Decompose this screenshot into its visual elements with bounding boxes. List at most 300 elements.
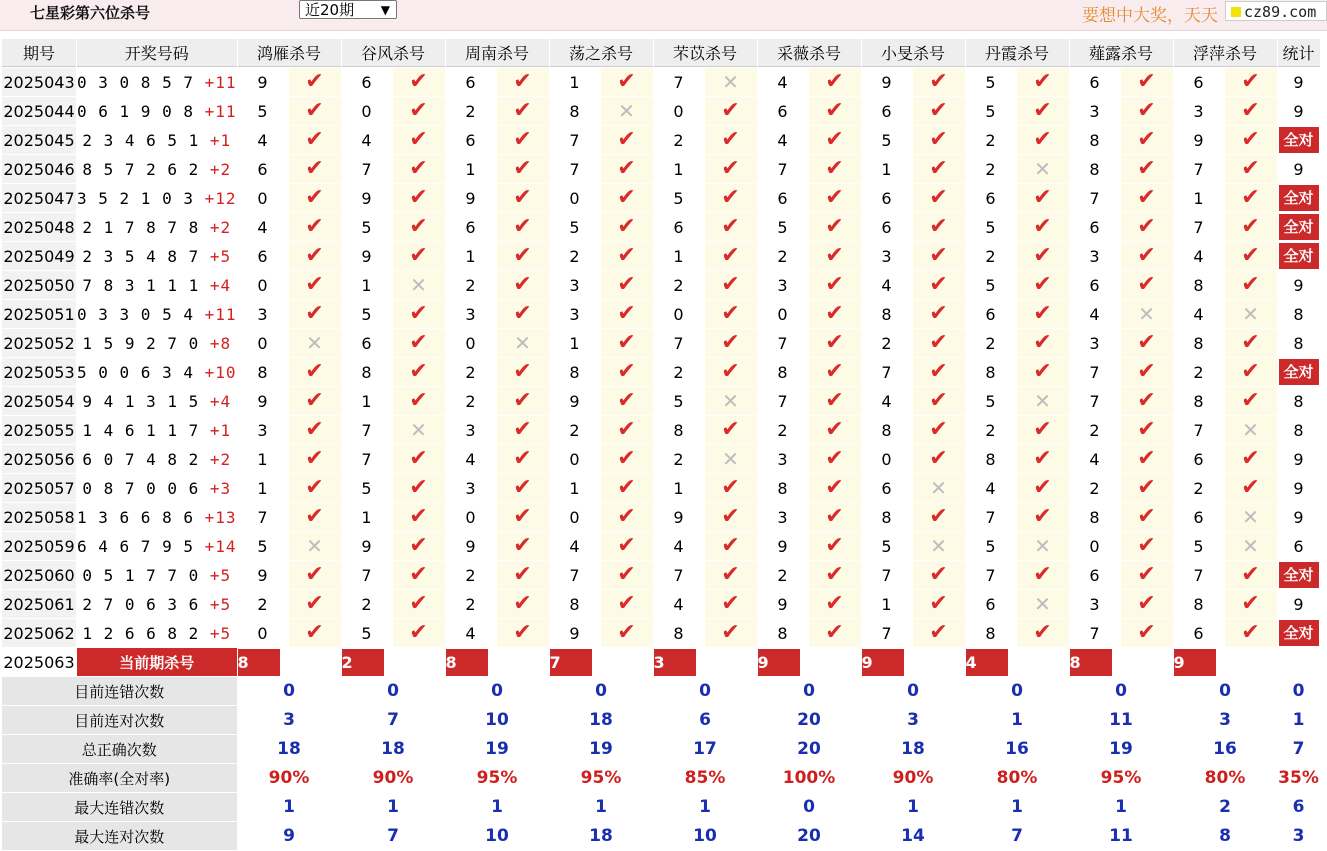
kill-number-cell: 7 — [1070, 387, 1120, 415]
draw-cell — [77, 97, 237, 125]
kill-number-cell: 6 — [446, 126, 496, 154]
table-row — [2, 445, 1320, 473]
result-cell — [1225, 126, 1277, 154]
check-icon: ✔ — [409, 127, 428, 152]
result-cell — [393, 155, 445, 183]
kill-number-cell: 2 — [550, 416, 600, 444]
check-icon: ✔ — [1241, 127, 1260, 152]
check-icon: ✔ — [825, 359, 844, 384]
kill-number-cell: 3 — [238, 300, 288, 328]
result-cell — [809, 184, 861, 212]
period-cell: 2025053 — [2, 358, 76, 386]
kill-number-cell: 7 — [342, 155, 392, 183]
table-row — [2, 300, 1320, 328]
kill-number-cell: 8 — [550, 590, 600, 618]
check-icon: ✔ — [1137, 185, 1156, 210]
result-cell — [809, 155, 861, 183]
check-icon: ✔ — [721, 330, 740, 355]
draw-extra: +5 — [209, 246, 232, 266]
summary-stat: 35% — [1278, 764, 1320, 792]
current-kill-number: 7 — [550, 649, 592, 676]
summary-value: 3 — [238, 706, 341, 734]
result-cell — [497, 213, 549, 241]
check-icon: ✔ — [929, 330, 948, 355]
kill-number-cell: 8 — [758, 619, 808, 647]
result-cell — [1017, 155, 1069, 183]
result-cell — [393, 271, 445, 299]
result-cell — [913, 503, 965, 531]
check-icon: ✔ — [513, 446, 532, 471]
summary-value: 80% — [966, 764, 1069, 792]
kill-number-cell: 1 — [654, 474, 704, 502]
result-cell — [809, 126, 861, 154]
check-icon: ✔ — [1033, 330, 1052, 355]
draw-numbers: 1 2 6 6 8 2 — [82, 623, 200, 643]
result-cell — [1225, 271, 1277, 299]
check-icon: ✔ — [929, 417, 948, 442]
check-icon: ✔ — [409, 591, 428, 616]
check-icon: ✔ — [1033, 504, 1052, 529]
result-cell — [1017, 329, 1069, 357]
all-correct-badge: 全对 — [1279, 359, 1319, 385]
kill-number-cell: 3 — [758, 445, 808, 473]
kill-number-cell: 2 — [446, 97, 496, 125]
kill-number-cell: 3 — [446, 474, 496, 502]
summary-value: 95% — [446, 764, 549, 792]
kill-number-cell: 8 — [1070, 126, 1120, 154]
result-cell — [497, 503, 549, 531]
kill-number-cell: 7 — [758, 329, 808, 357]
kill-number-cell: 2 — [446, 561, 496, 589]
kill-number-cell: 7 — [1174, 416, 1224, 444]
draw-extra: +11 — [204, 72, 237, 92]
summary-value: 20 — [758, 706, 861, 734]
result-cell — [1121, 590, 1173, 618]
kill-number-cell: 9 — [1174, 126, 1224, 154]
kill-number-cell: 9 — [550, 387, 600, 415]
result-cell — [1121, 213, 1173, 241]
kill-number-cell: 2 — [758, 561, 808, 589]
stat-cell — [1278, 213, 1320, 241]
kill-number-cell: 9 — [342, 184, 392, 212]
kill-number-cell: 7 — [654, 329, 704, 357]
check-icon: ✔ — [721, 243, 740, 268]
check-icon: ✔ — [721, 504, 740, 529]
summary-value: 17 — [654, 735, 757, 763]
kill-number-cell: 5 — [342, 474, 392, 502]
stat-value: 9 — [1293, 159, 1304, 179]
check-icon: ✔ — [1033, 301, 1052, 326]
check-icon: ✔ — [617, 69, 636, 94]
result-cell — [497, 126, 549, 154]
table-row — [2, 416, 1320, 444]
check-icon: ✔ — [513, 359, 532, 384]
header-expert: 荡之杀号 — [550, 39, 653, 67]
summary-value: 2 — [1174, 793, 1277, 821]
draw-extra: +14 — [204, 536, 237, 556]
table-row — [2, 358, 1320, 386]
header-expert: 浮萍杀号 — [1174, 39, 1277, 67]
summary-value: 18 — [550, 822, 653, 850]
kill-number-cell: 6 — [966, 184, 1016, 212]
result-cell — [1017, 271, 1069, 299]
draw-extra: +2 — [209, 217, 232, 237]
result-cell — [1121, 155, 1173, 183]
result-cell — [393, 619, 445, 647]
draw-extra: +1 — [209, 130, 232, 150]
result-cell — [497, 445, 549, 473]
check-icon: ✔ — [1137, 98, 1156, 123]
result-cell — [1225, 329, 1277, 357]
kill-number-cell: 6 — [342, 329, 392, 357]
result-cell — [913, 300, 965, 328]
period-range-select[interactable] — [299, 0, 397, 19]
kill-number-cell: 9 — [446, 184, 496, 212]
kill-number-cell: 8 — [758, 474, 808, 502]
kill-number-cell: 8 — [966, 619, 1016, 647]
check-icon: ✔ — [1033, 98, 1052, 123]
result-cell — [1017, 619, 1069, 647]
check-icon: ✔ — [1033, 127, 1052, 152]
result-cell — [913, 445, 965, 473]
promo-text[interactable]: 要想中大奖，天天 — [1082, 6, 1218, 26]
result-cell — [289, 213, 341, 241]
check-icon: ✔ — [305, 620, 324, 645]
kill-number-cell: 5 — [966, 532, 1016, 560]
current-kill-cell — [342, 648, 445, 676]
result-cell — [601, 561, 653, 589]
all-correct-badge: 全对 — [1279, 562, 1319, 588]
kill-number-cell: 6 — [862, 184, 912, 212]
kill-number-cell: 5 — [550, 213, 600, 241]
stat-cell — [1278, 358, 1320, 386]
summary-value: 100% — [758, 764, 861, 792]
kill-number-cell: 4 — [1174, 242, 1224, 270]
kill-number-cell: 3 — [446, 300, 496, 328]
result-cell — [913, 329, 965, 357]
kill-number-cell: 4 — [654, 532, 704, 560]
summary-row — [2, 706, 1320, 734]
result-cell — [289, 300, 341, 328]
check-icon: ✔ — [825, 301, 844, 326]
result-cell — [1017, 242, 1069, 270]
kill-number-cell: 6 — [1174, 68, 1224, 96]
summary-value: 0 — [550, 677, 653, 705]
result-cell — [289, 358, 341, 386]
kill-number-cell: 8 — [1174, 387, 1224, 415]
draw-numbers: 6 4 6 7 9 5 — [77, 536, 194, 556]
draw-cell — [77, 184, 237, 212]
draw-extra: +5 — [209, 623, 232, 643]
header-expert: 小旻杀号 — [862, 39, 965, 67]
table-row — [2, 126, 1320, 154]
check-icon: ✔ — [825, 533, 844, 558]
check-icon: ✔ — [825, 98, 844, 123]
result-cell — [393, 184, 445, 212]
draw-numbers: 0 8 7 0 0 6 — [82, 478, 200, 498]
result-cell — [601, 474, 653, 502]
kill-number-cell: 6 — [1070, 561, 1120, 589]
result-cell — [601, 68, 653, 96]
kill-number-cell: 5 — [654, 387, 704, 415]
period-cell: 2025060 — [2, 561, 76, 589]
kill-number-cell: 8 — [966, 358, 1016, 386]
result-cell — [601, 445, 653, 473]
check-icon: ✔ — [721, 359, 740, 384]
header-expert: 鸿雁杀号 — [238, 39, 341, 67]
result-cell — [705, 300, 757, 328]
kill-number-cell: 6 — [1070, 68, 1120, 96]
result-cell — [809, 561, 861, 589]
stat-cell — [1278, 271, 1320, 299]
result-cell — [393, 126, 445, 154]
check-icon: ✔ — [513, 301, 532, 326]
result-cell — [497, 561, 549, 589]
kill-number-cell: 2 — [654, 126, 704, 154]
period-cell: 2025057 — [2, 474, 76, 502]
check-icon: ✔ — [929, 359, 948, 384]
summary-value: 6 — [654, 706, 757, 734]
check-icon: ✔ — [305, 591, 324, 616]
kill-number-cell: 8 — [654, 619, 704, 647]
check-icon: ✔ — [929, 504, 948, 529]
period-cell: 2025050 — [2, 271, 76, 299]
current-kill-number: 9 — [862, 649, 904, 676]
draw-numbers: 2 3 4 6 5 1 — [82, 130, 200, 150]
draw-cell — [77, 242, 237, 270]
kill-number-cell: 2 — [446, 590, 496, 618]
kill-number-cell: 0 — [238, 619, 288, 647]
draw-numbers: 5 0 0 6 3 4 — [77, 362, 194, 382]
check-icon: ✔ — [617, 301, 636, 326]
header-expert: 芣苡杀号 — [654, 39, 757, 67]
result-cell — [601, 97, 653, 125]
kill-number-cell: 2 — [1174, 358, 1224, 386]
draw-cell — [77, 561, 237, 589]
current-kill-cell — [966, 648, 1069, 676]
check-icon: ✔ — [513, 417, 532, 442]
summary-stat: 7 — [1278, 735, 1320, 763]
kill-number-cell: 6 — [758, 97, 808, 125]
stat-value: 6 — [1293, 536, 1304, 556]
check-icon: ✔ — [1137, 591, 1156, 616]
result-cell — [1225, 68, 1277, 96]
kill-number-cell: 5 — [966, 387, 1016, 415]
check-icon: ✔ — [929, 127, 948, 152]
kill-number-cell: 9 — [758, 532, 808, 560]
draw-cell — [77, 213, 237, 241]
draw-numbers: 6 0 7 4 8 2 — [82, 449, 200, 469]
summary-value: 1 — [550, 793, 653, 821]
summary-value: 1 — [342, 793, 445, 821]
kill-number-cell: 2 — [654, 271, 704, 299]
kill-number-cell: 6 — [446, 213, 496, 241]
result-cell — [497, 184, 549, 212]
draw-cell — [77, 329, 237, 357]
draw-cell — [77, 300, 237, 328]
current-kill-number: 8 — [238, 649, 280, 676]
summary-value: 1 — [654, 793, 757, 821]
summary-value: 1 — [966, 706, 1069, 734]
site-logo[interactable]: cz89.com — [1225, 1, 1327, 21]
result-cell — [1017, 416, 1069, 444]
result-cell — [393, 242, 445, 270]
result-cell — [601, 503, 653, 531]
result-cell — [705, 561, 757, 589]
stat-cell — [1278, 300, 1320, 328]
result-cell — [913, 68, 965, 96]
summary-value: 18 — [550, 706, 653, 734]
kill-number-cell: 2 — [550, 242, 600, 270]
result-cell — [913, 155, 965, 183]
kill-number-cell: 6 — [966, 300, 1016, 328]
result-cell — [1225, 387, 1277, 415]
result-cell — [705, 213, 757, 241]
summary-value: 16 — [1174, 735, 1277, 763]
result-cell — [809, 329, 861, 357]
cross-icon: ✕ — [1034, 533, 1051, 558]
check-icon: ✔ — [409, 533, 428, 558]
summary-value: 7 — [342, 822, 445, 850]
summary-row — [2, 764, 1320, 792]
result-cell — [497, 358, 549, 386]
result-cell — [809, 68, 861, 96]
result-cell — [809, 271, 861, 299]
summary-value: 11 — [1070, 822, 1173, 850]
result-cell — [913, 561, 965, 589]
kill-number-table — [1, 38, 1321, 851]
cross-icon: ✕ — [306, 533, 323, 558]
period-cell: 2025043 — [2, 68, 76, 96]
check-icon: ✔ — [409, 446, 428, 471]
kill-number-cell: 5 — [862, 126, 912, 154]
result-cell — [497, 155, 549, 183]
kill-number-cell: 4 — [550, 532, 600, 560]
kill-number-cell: 5 — [238, 97, 288, 125]
result-cell — [497, 590, 549, 618]
check-icon: ✔ — [513, 98, 532, 123]
kill-number-cell: 9 — [342, 242, 392, 270]
summary-value: 8 — [1174, 822, 1277, 850]
stat-cell — [1278, 590, 1320, 618]
kill-number-cell: 1 — [654, 155, 704, 183]
check-icon: ✔ — [1137, 562, 1156, 587]
result-cell — [289, 532, 341, 560]
result-cell — [1121, 242, 1173, 270]
kill-number-cell: 0 — [758, 300, 808, 328]
result-cell — [289, 416, 341, 444]
kill-number-cell: 2 — [966, 126, 1016, 154]
kill-number-cell: 4 — [758, 126, 808, 154]
table-row — [2, 213, 1320, 241]
result-cell — [1121, 184, 1173, 212]
summary-row — [2, 677, 1320, 705]
result-cell — [601, 387, 653, 415]
kill-number-cell: 9 — [862, 68, 912, 96]
kill-number-cell: 8 — [654, 416, 704, 444]
stat-cell — [1278, 416, 1320, 444]
result-cell — [809, 387, 861, 415]
result-cell — [1225, 532, 1277, 560]
check-icon: ✔ — [1241, 620, 1260, 645]
result-cell — [601, 126, 653, 154]
kill-number-cell: 1 — [446, 155, 496, 183]
kill-number-cell: 0 — [238, 329, 288, 357]
kill-number-cell: 6 — [1174, 619, 1224, 647]
kill-number-cell: 5 — [238, 532, 288, 560]
check-icon: ✔ — [409, 475, 428, 500]
result-cell — [913, 271, 965, 299]
draw-cell — [77, 445, 237, 473]
kill-number-cell: 1 — [1174, 184, 1224, 212]
result-cell — [1225, 503, 1277, 531]
result-cell — [913, 474, 965, 502]
summary-value: 16 — [966, 735, 1069, 763]
period-range-value: 近20期 — [305, 1, 355, 19]
result-cell — [601, 416, 653, 444]
result-cell — [1017, 213, 1069, 241]
summary-value: 14 — [862, 822, 965, 850]
kill-number-cell: 0 — [862, 445, 912, 473]
summary-value: 9 — [238, 822, 341, 850]
result-cell — [289, 445, 341, 473]
kill-number-cell: 9 — [238, 387, 288, 415]
summary-label: 总正确次数 — [2, 735, 237, 763]
summary-value: 10 — [446, 822, 549, 850]
kill-number-cell: 8 — [550, 358, 600, 386]
kill-number-cell: 2 — [862, 329, 912, 357]
summary-value: 10 — [654, 822, 757, 850]
check-icon: ✔ — [617, 533, 636, 558]
check-icon: ✔ — [929, 620, 948, 645]
check-icon: ✔ — [409, 359, 428, 384]
summary-label: 最大连对次数 — [2, 822, 237, 850]
result-cell — [809, 445, 861, 473]
kill-number-cell: 8 — [862, 503, 912, 531]
check-icon: ✔ — [305, 69, 324, 94]
kill-number-cell: 0 — [1070, 532, 1120, 560]
check-icon: ✔ — [825, 272, 844, 297]
summary-label: 最大连错次数 — [2, 793, 237, 821]
result-cell — [289, 155, 341, 183]
check-icon: ✔ — [617, 620, 636, 645]
kill-number-cell: 7 — [1070, 184, 1120, 212]
check-icon: ✔ — [409, 620, 428, 645]
result-cell — [289, 68, 341, 96]
kill-number-cell: 6 — [862, 97, 912, 125]
draw-extra: +3 — [209, 478, 232, 498]
kill-number-cell: 1 — [550, 474, 600, 502]
cross-icon: ✕ — [410, 417, 427, 442]
check-icon: ✔ — [1241, 69, 1260, 94]
check-icon: ✔ — [1241, 214, 1260, 239]
check-icon: ✔ — [617, 446, 636, 471]
check-icon: ✔ — [929, 156, 948, 181]
result-cell — [289, 242, 341, 270]
summary-value: 3 — [862, 706, 965, 734]
result-cell — [497, 68, 549, 96]
check-icon: ✔ — [409, 185, 428, 210]
kill-number-cell: 8 — [1070, 503, 1120, 531]
result-cell — [809, 532, 861, 560]
kill-number-cell: 6 — [654, 213, 704, 241]
result-cell — [913, 213, 965, 241]
kill-number-cell: 6 — [342, 68, 392, 96]
table-row — [2, 503, 1320, 531]
result-cell — [497, 619, 549, 647]
kill-number-cell: 3 — [862, 242, 912, 270]
result-cell — [289, 474, 341, 502]
